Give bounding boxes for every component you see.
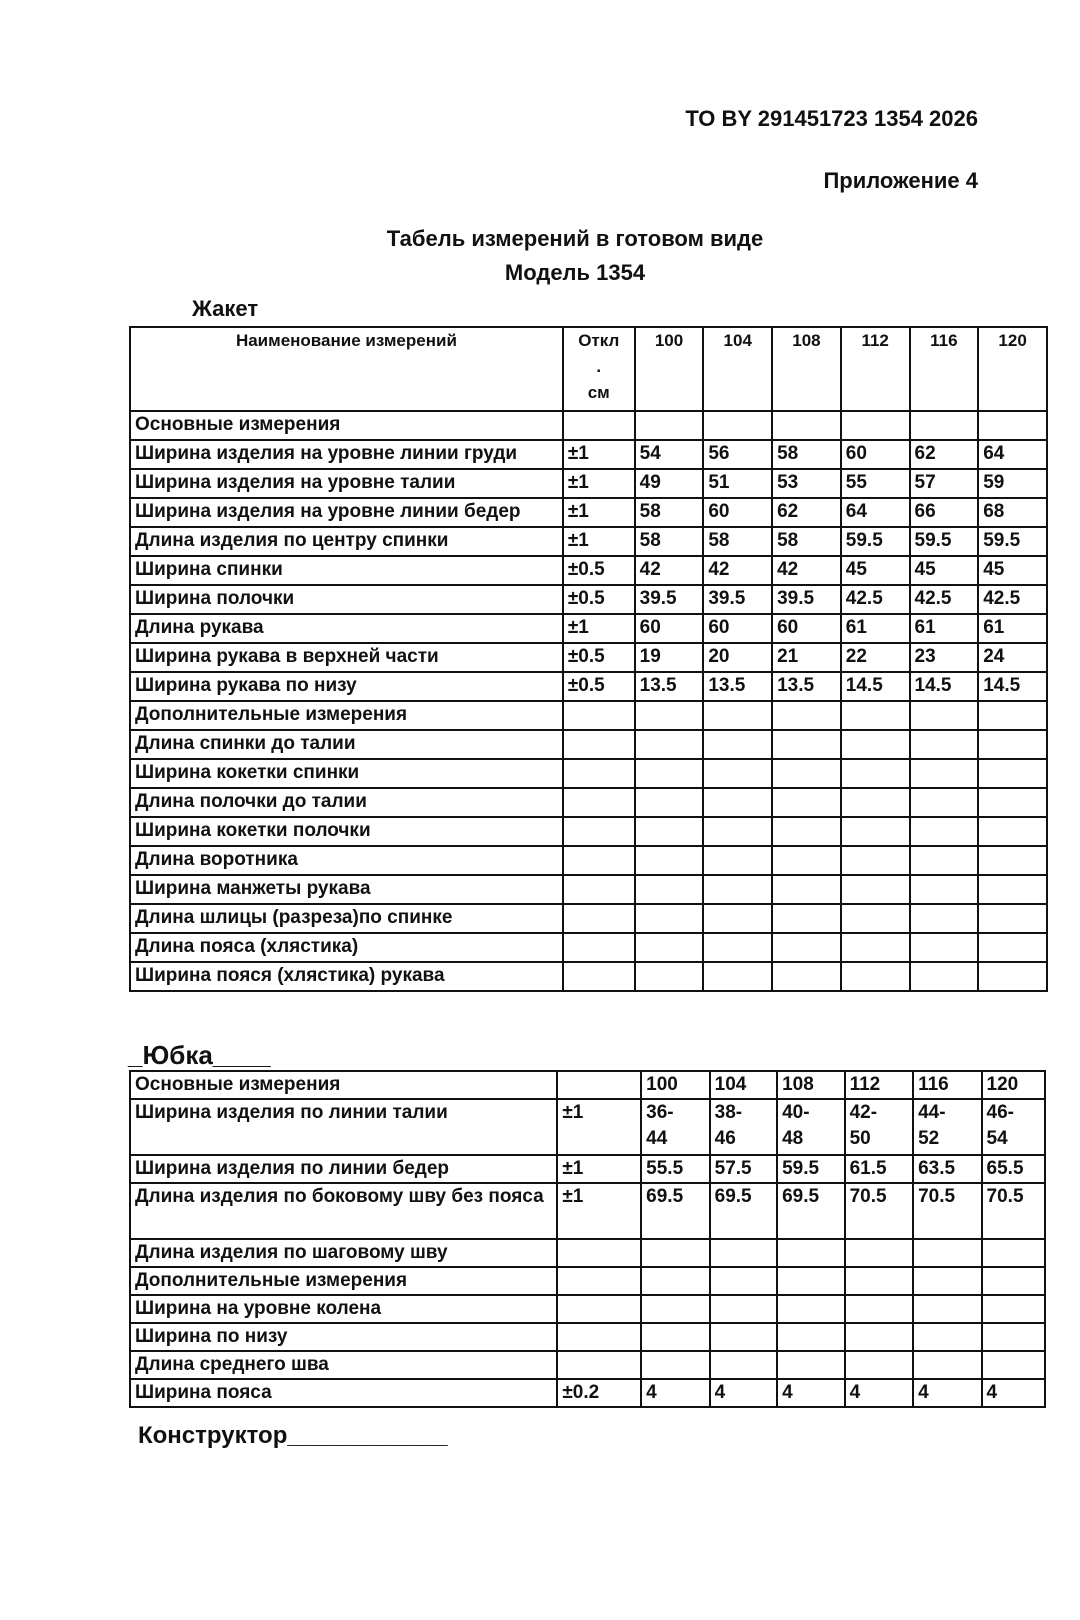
constructor-signature-line: Конструктор____________: [138, 1422, 448, 1449]
table-row: [130, 1267, 1045, 1295]
value-cell: 54: [635, 440, 704, 469]
measurement-name: Длина среднего шва: [130, 1351, 557, 1379]
value-cell: 120: [982, 1071, 1045, 1099]
value-cell: 58: [703, 527, 772, 556]
value-cell: [703, 904, 772, 933]
table-row: [130, 672, 1047, 701]
value-cell: [772, 817, 841, 846]
table-row: [130, 556, 1047, 585]
tolerance-cell: [563, 875, 635, 904]
measurement-name: Ширина на уровне колена: [130, 1295, 557, 1323]
value-cell: [978, 846, 1047, 875]
table-row: [130, 817, 1047, 846]
value-cell: [982, 1351, 1045, 1379]
value-cell: [703, 933, 772, 962]
value-cell: 68: [978, 498, 1047, 527]
value-cell: [703, 759, 772, 788]
value-cell: [982, 1295, 1045, 1323]
skirt-measurements-table: [129, 1070, 1046, 1408]
value-cell: 57.5: [710, 1155, 777, 1183]
measurement-name: Ширина спинки: [130, 556, 563, 585]
value-cell: [841, 788, 910, 817]
skirt-section-label: _Юбка____: [128, 1040, 271, 1070]
value-cell: 4: [641, 1379, 709, 1407]
value-cell: [978, 788, 1047, 817]
value-cell: [703, 817, 772, 846]
value-cell: [845, 1323, 913, 1351]
value-cell: [910, 788, 979, 817]
value-cell: [845, 1295, 913, 1323]
value-cell: [772, 411, 841, 440]
value-cell: [703, 788, 772, 817]
table-row: [130, 440, 1047, 469]
value-cell: 4: [913, 1379, 981, 1407]
table-row: [130, 1183, 1045, 1239]
value-cell: [772, 846, 841, 875]
measurement-name: Ширина по низу: [130, 1323, 557, 1351]
measurement-name: Ширина пояса: [130, 1379, 557, 1407]
value-cell: [777, 1239, 844, 1267]
value-cell: 55: [841, 469, 910, 498]
value-cell: [710, 1267, 777, 1295]
measurement-name: Длина изделия по шаговому шву: [130, 1239, 557, 1267]
table-row: [130, 759, 1047, 788]
value-cell: 44- 52: [913, 1099, 981, 1155]
value-cell: [841, 730, 910, 759]
value-cell: [910, 846, 979, 875]
table-row: [130, 585, 1047, 614]
table-row: [130, 411, 1047, 440]
value-cell: [841, 904, 910, 933]
measurement-name: Ширина рукава по низу: [130, 672, 563, 701]
tolerance-cell: [557, 1351, 641, 1379]
value-cell: 51: [703, 469, 772, 498]
value-cell: [635, 875, 704, 904]
tolerance-cell: [563, 701, 635, 730]
value-cell: [703, 730, 772, 759]
tolerance-cell: [563, 904, 635, 933]
value-cell: [641, 1239, 709, 1267]
tolerance-cell: ±1: [563, 527, 635, 556]
tolerance-cell: [557, 1323, 641, 1351]
tolerance-cell: [557, 1295, 641, 1323]
value-cell: 19: [635, 643, 704, 672]
value-cell: 58: [772, 527, 841, 556]
tolerance-cell: [557, 1239, 641, 1267]
value-cell: [777, 1323, 844, 1351]
tolerance-cell: [563, 788, 635, 817]
value-cell: [978, 411, 1047, 440]
measurement-name: Длина полочки до талии: [130, 788, 563, 817]
value-cell: [635, 962, 704, 991]
value-cell: 23: [910, 643, 979, 672]
value-cell: [910, 817, 979, 846]
measurement-name: Основные измерения: [130, 411, 563, 440]
value-cell: 20: [703, 643, 772, 672]
value-cell: [978, 875, 1047, 904]
measurement-name: Ширина манжеты рукава: [130, 875, 563, 904]
value-cell: 60: [703, 614, 772, 643]
table-row: [130, 1351, 1045, 1379]
table-row: [130, 1155, 1045, 1183]
value-cell: 13.5: [635, 672, 704, 701]
measurement-name: Ширина кокетки полочки: [130, 817, 563, 846]
value-cell: 36- 44: [641, 1099, 709, 1155]
value-cell: 56: [703, 440, 772, 469]
measurement-name: Ширина изделия по линии талии: [130, 1099, 557, 1155]
value-cell: 59.5: [910, 527, 979, 556]
table-row: [130, 933, 1047, 962]
value-cell: [978, 962, 1047, 991]
value-cell: 45: [841, 556, 910, 585]
header-size-cell: 104: [703, 327, 772, 411]
value-cell: 70.5: [982, 1183, 1045, 1239]
value-cell: 69.5: [641, 1183, 709, 1239]
value-cell: 39.5: [703, 585, 772, 614]
value-cell: [710, 1239, 777, 1267]
value-cell: 60: [772, 614, 841, 643]
value-cell: 64: [841, 498, 910, 527]
value-cell: 40- 48: [777, 1099, 844, 1155]
value-cell: [635, 759, 704, 788]
value-cell: 60: [703, 498, 772, 527]
table-row: [130, 1071, 1045, 1099]
value-cell: 61: [978, 614, 1047, 643]
value-cell: [635, 846, 704, 875]
tolerance-cell: ±0.5: [563, 556, 635, 585]
title-line-2: Модель 1354: [504, 260, 646, 285]
table-row: [130, 904, 1047, 933]
table-row: [130, 788, 1047, 817]
value-cell: [710, 1323, 777, 1351]
header-measurement-name: Наименование измерений: [130, 327, 563, 411]
value-cell: [841, 875, 910, 904]
measurement-name: Длина изделия по боковому шву без пояса: [130, 1183, 557, 1239]
value-cell: [641, 1351, 709, 1379]
value-cell: [641, 1323, 709, 1351]
measurement-name: Ширина пояся (хлястика) рукава: [130, 962, 563, 991]
value-cell: [710, 1351, 777, 1379]
value-cell: 108: [777, 1071, 844, 1099]
value-cell: 61: [910, 614, 979, 643]
tolerance-cell: ±1: [557, 1155, 641, 1183]
value-cell: [703, 846, 772, 875]
value-cell: [635, 904, 704, 933]
value-cell: 4: [710, 1379, 777, 1407]
value-cell: [641, 1267, 709, 1295]
tolerance-cell: [563, 817, 635, 846]
value-cell: [978, 817, 1047, 846]
value-cell: 59: [978, 469, 1047, 498]
value-cell: [635, 411, 704, 440]
value-cell: [635, 933, 704, 962]
value-cell: [841, 962, 910, 991]
measurement-name: Длина шлицы (разреза)по спинке: [130, 904, 563, 933]
value-cell: [978, 759, 1047, 788]
jacket-measurements-table: [129, 326, 1048, 992]
table-row: [130, 1379, 1045, 1407]
tolerance-cell: ±1: [563, 440, 635, 469]
value-cell: [772, 962, 841, 991]
tolerance-cell: [563, 962, 635, 991]
value-cell: [913, 1267, 981, 1295]
value-cell: 42.5: [910, 585, 979, 614]
header-size-cell: 108: [772, 327, 841, 411]
value-cell: [772, 759, 841, 788]
value-cell: [635, 788, 704, 817]
tolerance-cell: ±1: [557, 1183, 641, 1239]
value-cell: [910, 933, 979, 962]
table-row: [130, 846, 1047, 875]
value-cell: [841, 759, 910, 788]
tolerance-cell: ±1: [563, 614, 635, 643]
value-cell: [910, 411, 979, 440]
measurement-name: Ширина рукава в верхней части: [130, 643, 563, 672]
value-cell: 4: [777, 1379, 844, 1407]
table-row: [130, 643, 1047, 672]
value-cell: [772, 730, 841, 759]
value-cell: [841, 846, 910, 875]
value-cell: 53: [772, 469, 841, 498]
measurement-name: Ширина изделия по линии бедер: [130, 1155, 557, 1183]
value-cell: [910, 730, 979, 759]
value-cell: [841, 411, 910, 440]
value-cell: 4: [845, 1379, 913, 1407]
value-cell: 42.5: [978, 585, 1047, 614]
value-cell: 42.5: [841, 585, 910, 614]
document-code: ТО BY 291451723 1354 2026: [685, 106, 978, 131]
value-cell: 14.5: [978, 672, 1047, 701]
jacket-section-label: Жакет: [192, 296, 259, 321]
value-cell: 60: [841, 440, 910, 469]
table-row: [130, 1295, 1045, 1323]
value-cell: [910, 962, 979, 991]
tolerance-cell: [563, 730, 635, 759]
measurement-name: Ширина полочки: [130, 585, 563, 614]
value-cell: [772, 875, 841, 904]
measurement-name: Ширина изделия на уровне талии: [130, 469, 563, 498]
value-cell: [772, 788, 841, 817]
table-row: [130, 962, 1047, 991]
value-cell: 112: [845, 1071, 913, 1099]
value-cell: [978, 933, 1047, 962]
title-line-1: Табель измерений в готовом виде: [386, 226, 764, 251]
value-cell: 61.5: [845, 1155, 913, 1183]
value-cell: 39.5: [772, 585, 841, 614]
value-cell: 42: [772, 556, 841, 585]
tolerance-cell: ±0.5: [563, 585, 635, 614]
table-row: [130, 875, 1047, 904]
header-size-cell: 112: [841, 327, 910, 411]
value-cell: [641, 1295, 709, 1323]
measurement-name: Ширина изделия на уровне линии бедер: [130, 498, 563, 527]
value-cell: 61: [841, 614, 910, 643]
appendix-label: Приложение 4: [823, 168, 978, 193]
value-cell: 100: [641, 1071, 709, 1099]
value-cell: [982, 1239, 1045, 1267]
value-cell: 57: [910, 469, 979, 498]
value-cell: [841, 701, 910, 730]
measurement-name: Основные измерения: [130, 1071, 557, 1099]
value-cell: 62: [772, 498, 841, 527]
value-cell: [635, 817, 704, 846]
table-row: [130, 1099, 1045, 1155]
tolerance-cell: [563, 411, 635, 440]
value-cell: 42: [635, 556, 704, 585]
value-cell: 59.5: [777, 1155, 844, 1183]
value-cell: 62: [910, 440, 979, 469]
header-tolerance: Откл . см: [563, 327, 635, 411]
tolerance-cell: [563, 846, 635, 875]
value-cell: [772, 933, 841, 962]
table-row: [130, 1323, 1045, 1351]
value-cell: [703, 875, 772, 904]
tolerance-cell: ±1: [557, 1099, 641, 1155]
value-cell: [772, 701, 841, 730]
value-cell: [703, 962, 772, 991]
tolerance-cell: ±1: [563, 469, 635, 498]
value-cell: 46- 54: [982, 1099, 1045, 1155]
value-cell: 49: [635, 469, 704, 498]
document-title: [0, 222, 1080, 290]
measurement-name: Ширина изделия на уровне линии груди: [130, 440, 563, 469]
value-cell: [910, 759, 979, 788]
value-cell: 39.5: [635, 585, 704, 614]
value-cell: [910, 875, 979, 904]
value-cell: [913, 1295, 981, 1323]
table-row: [130, 701, 1047, 730]
value-cell: [982, 1267, 1045, 1295]
value-cell: 45: [910, 556, 979, 585]
value-cell: 38- 46: [710, 1099, 777, 1155]
value-cell: 42- 50: [845, 1099, 913, 1155]
value-cell: [703, 701, 772, 730]
table-row: [130, 614, 1047, 643]
value-cell: 13.5: [703, 672, 772, 701]
measurement-name: Длина изделия по центру спинки: [130, 527, 563, 556]
value-cell: 22: [841, 643, 910, 672]
value-cell: 45: [978, 556, 1047, 585]
value-cell: 66: [910, 498, 979, 527]
value-cell: [841, 933, 910, 962]
table-row: [130, 730, 1047, 759]
value-cell: 58: [635, 498, 704, 527]
measurement-name: Дополнительные измерения: [130, 701, 563, 730]
table-row: [130, 527, 1047, 556]
tolerance-cell: ±1: [563, 498, 635, 527]
value-cell: [635, 701, 704, 730]
value-cell: [703, 411, 772, 440]
value-cell: [777, 1351, 844, 1379]
value-cell: [777, 1267, 844, 1295]
tolerance-cell: ±0.5: [563, 643, 635, 672]
tolerance-cell: ±0.2: [557, 1379, 641, 1407]
measurement-name: Ширина кокетки спинки: [130, 759, 563, 788]
value-cell: [710, 1295, 777, 1323]
value-cell: 59.5: [978, 527, 1047, 556]
value-cell: 69.5: [777, 1183, 844, 1239]
header-size-cell: 120: [978, 327, 1047, 411]
value-cell: 70.5: [845, 1183, 913, 1239]
value-cell: 104: [710, 1071, 777, 1099]
value-cell: [845, 1239, 913, 1267]
value-cell: [982, 1323, 1045, 1351]
value-cell: [910, 904, 979, 933]
value-cell: [910, 701, 979, 730]
value-cell: 70.5: [913, 1183, 981, 1239]
value-cell: 13.5: [772, 672, 841, 701]
value-cell: 14.5: [841, 672, 910, 701]
value-cell: [845, 1267, 913, 1295]
value-cell: 69.5: [710, 1183, 777, 1239]
value-cell: [913, 1351, 981, 1379]
tolerance-cell: [557, 1267, 641, 1295]
table-row: [130, 469, 1047, 498]
value-cell: 58: [635, 527, 704, 556]
value-cell: [772, 904, 841, 933]
value-cell: 60: [635, 614, 704, 643]
value-cell: 63.5: [913, 1155, 981, 1183]
value-cell: [845, 1351, 913, 1379]
header-size-cell: 100: [635, 327, 704, 411]
measurement-name: Дополнительные измерения: [130, 1267, 557, 1295]
value-cell: [978, 701, 1047, 730]
value-cell: 65.5: [982, 1155, 1045, 1183]
value-cell: [978, 904, 1047, 933]
table-header-row: [130, 327, 1047, 411]
value-cell: 42: [703, 556, 772, 585]
value-cell: 21: [772, 643, 841, 672]
value-cell: 55.5: [641, 1155, 709, 1183]
value-cell: 14.5: [910, 672, 979, 701]
table-row: [130, 1239, 1045, 1267]
measurement-name: Длина спинки до талии: [130, 730, 563, 759]
value-cell: [635, 730, 704, 759]
value-cell: 58: [772, 440, 841, 469]
value-cell: 64: [978, 440, 1047, 469]
measurement-name: Длина пояса (хлястика): [130, 933, 563, 962]
tolerance-cell: [563, 933, 635, 962]
value-cell: [777, 1295, 844, 1323]
value-cell: [913, 1239, 981, 1267]
tolerance-cell: [557, 1071, 641, 1099]
value-cell: 59.5: [841, 527, 910, 556]
value-cell: 116: [913, 1071, 981, 1099]
value-cell: 4: [982, 1379, 1045, 1407]
measurement-name: Длина рукава: [130, 614, 563, 643]
value-cell: [913, 1323, 981, 1351]
value-cell: [841, 817, 910, 846]
measurement-name: Длина воротника: [130, 846, 563, 875]
tolerance-cell: [563, 759, 635, 788]
value-cell: [978, 730, 1047, 759]
header-size-cell: 116: [910, 327, 979, 411]
value-cell: 24: [978, 643, 1047, 672]
table-row: [130, 498, 1047, 527]
tolerance-cell: ±0.5: [563, 672, 635, 701]
